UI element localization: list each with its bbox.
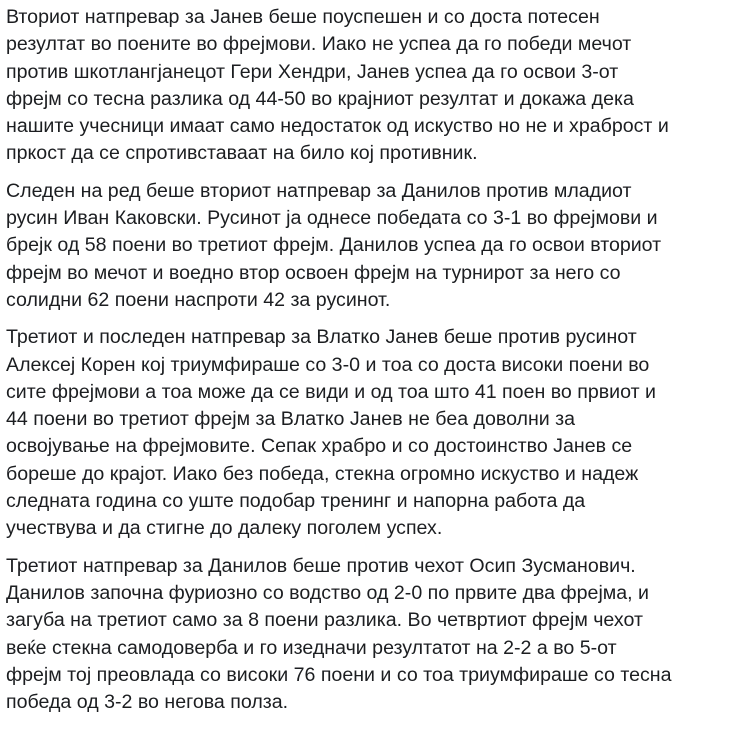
paragraph-janev-second-match: Вториот натпревар за Јанев беше поуспешен и со доста потесен резултат во поените во фрејмови. Иако не успеа да го победи мечот против шкотлангјанецот Гери Хендри, Јанев успеа да го освои 3-от фрејм со тесна разлика од 44-50 во крајниот резултат и докажа дека нашите учесници имаат само недостаток од искуство но не и храброст и пркост да се спротивставаат на било кој противник. (6, 6, 669, 165)
paragraph-danilov-second-match: Следен на ред беше вториот натпревар за Данилов против младиот русин Иван Каковски. Русинот ја однесе победата со 3-1 во фрејмови и брејк од 58 поени во третиот фрејм. Данилов успеа да го освои вториот фрејм во мечот и воедно втор освоен фрејм на турнирот за него со солидни 62 поени наспроти 42 за русинот. (6, 179, 662, 311)
paragraph-janev-third-match: Третиот и последен натпревар за Влатко Јанев беше против русинот Алексеј Корен кој триумфираше со 3-0 и тоа со доста високи поени во сите фрејмови а тоа може да се види и од тоа што 41 поен во првиот и 44 поени во третиот фрејм за Влатко Јанев не беа доволни за освојување на фрејмовите. Сепак храбро и со достоинство Јанев се бореше до крајот. Иако без победа, стекна огромно искуство и надеж следната година со уште подобар тренинг и напорна работа да учествува и да стигне до далеку поголем успех. (6, 326, 656, 540)
paragraph-danilov-third-match: Третиот натпревар за Данилов беше против чехот Осип Зусманович. Данилов започна фуриозно со водство од 2-0 по првите два фрејма, и загуба на третиот само за 8 поени разлика. Во четвртиот фрејм чехот веќе стекна самодоверба и го изедначи резултатот на 2-2 а во 5-от фрејм тој преовлада со високи 76 поени и со тоа триумфираше со тесна победа од 3-2 во негова полза. (6, 554, 672, 714)
